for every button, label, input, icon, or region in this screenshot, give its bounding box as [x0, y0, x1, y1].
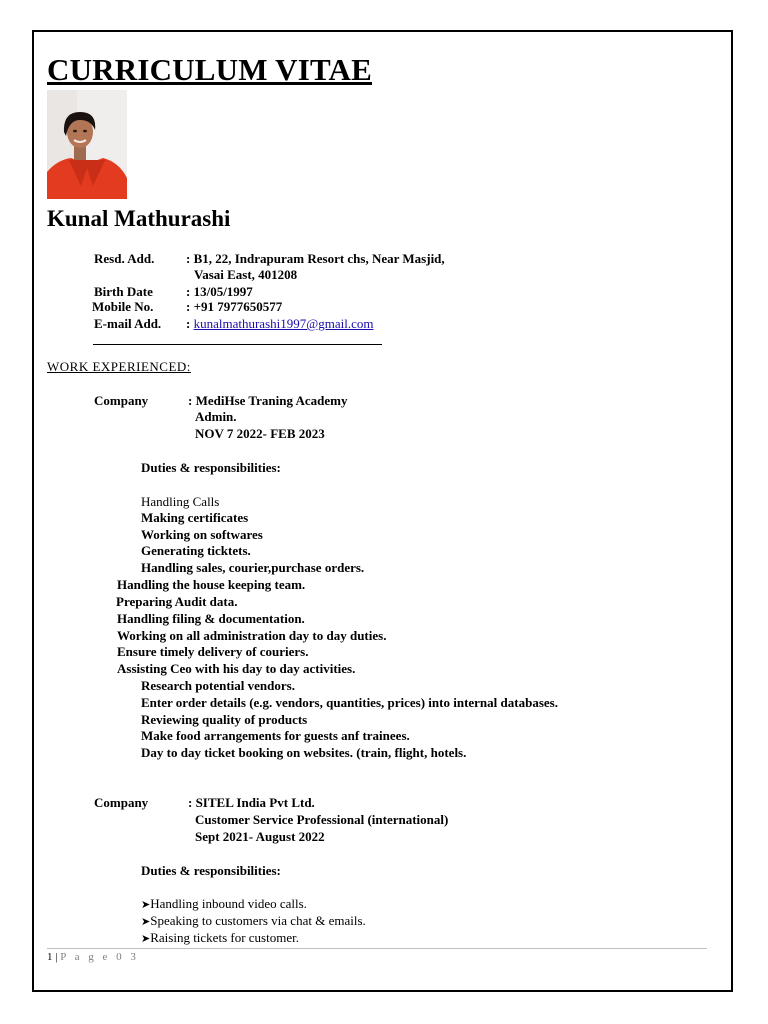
job2-dates: Sept 2021- August 2022: [195, 829, 325, 844]
job1-duty: Assisting Ceo with his day to day activities.: [117, 661, 356, 676]
profile-photo: [47, 90, 127, 199]
job1-duty: Handling sales, courier,purchase orders.: [141, 560, 365, 575]
address-label: Resd. Add.: [94, 251, 155, 266]
job2-company: : SITEL India Pvt Ltd.: [188, 795, 315, 810]
document-title: CURRICULUM VITAE: [47, 52, 372, 87]
candidate-name: Kunal Mathurashi: [47, 206, 231, 231]
job1-duty: Working on softwares: [141, 527, 263, 542]
birth-date-value: : 13/05/1997: [186, 284, 253, 299]
arrowhead-bullet-icon: ➤: [141, 898, 151, 911]
job1-duty: Working on all administration day to day duties.: [117, 628, 387, 643]
arrowhead-bullet-icon: ➤: [141, 932, 151, 945]
page-footer: [47, 951, 139, 963]
job1-dates: NOV 7 2022- FEB 2023: [195, 426, 325, 441]
job2-role: Customer Service Professional (international): [195, 812, 449, 827]
job2-duty: ➤Handling inbound video calls.: [141, 896, 307, 911]
address-line-2: Vasai East, 401208: [194, 267, 298, 282]
job2-duty: ➤Speaking to customers via chat & emails.: [141, 913, 366, 928]
job1-role: Admin.: [195, 409, 237, 424]
job1-duty: Preparing Audit data.: [116, 594, 238, 609]
email-separator: :: [186, 316, 194, 331]
birth-date-label: Birth Date: [94, 284, 153, 299]
address-line-1: : B1, 22, Indrapuram Resort chs, Near Masjid,: [186, 251, 445, 266]
email-link[interactable]: kunalmathurashi1997@gmail.com: [193, 316, 374, 331]
job1-duty: Generating ticktets.: [141, 543, 251, 558]
arrowhead-bullet-icon: ➤: [141, 915, 151, 928]
job1-company: : MediHse Traning Academy: [188, 393, 348, 408]
email-label: E-mail Add.: [94, 316, 162, 331]
email-row: [186, 316, 373, 332]
job1-duty: Make food arrangements for guests anf trainees.: [141, 728, 410, 743]
section-heading-work: WORK EXPERIENCED:: [47, 359, 191, 374]
mobile-value: : +91 7977650577: [186, 299, 283, 314]
page-label: P a g e 0 3: [60, 951, 139, 963]
job1-duty: Reviewing quality of products: [141, 712, 308, 727]
job1-duty: Enter order details (e.g. vendors, quantities, prices) into internal databases.: [141, 695, 558, 710]
job2-duties-heading: Duties & responsibilities:: [141, 863, 281, 878]
job2-company-label: Company: [94, 795, 149, 810]
divider-rule: [93, 344, 382, 345]
footer-divider: [47, 948, 707, 949]
job1-duty: Handling Calls: [141, 494, 220, 509]
job1-duty: Research potential vendors.: [141, 678, 295, 693]
page-number: 1 |: [47, 951, 61, 963]
job1-duty: Day to day ticket booking on websites. (train, flight, hotels.: [141, 745, 467, 760]
job1-duties-heading: Duties & responsibilities:: [141, 460, 281, 475]
job1-duty: Making certificates: [141, 510, 249, 525]
mobile-label: Mobile No.: [92, 299, 154, 314]
job1-duty: Handling filing & documentation.: [117, 611, 305, 626]
job2-duty: ➤Raising tickets for customer.: [141, 930, 299, 945]
job1-duty: Ensure timely delivery of couriers.: [117, 644, 309, 659]
job1-duty: Handling the house keeping team.: [117, 577, 306, 592]
page-border: [32, 30, 733, 992]
job1-company-label: Company: [94, 393, 149, 408]
